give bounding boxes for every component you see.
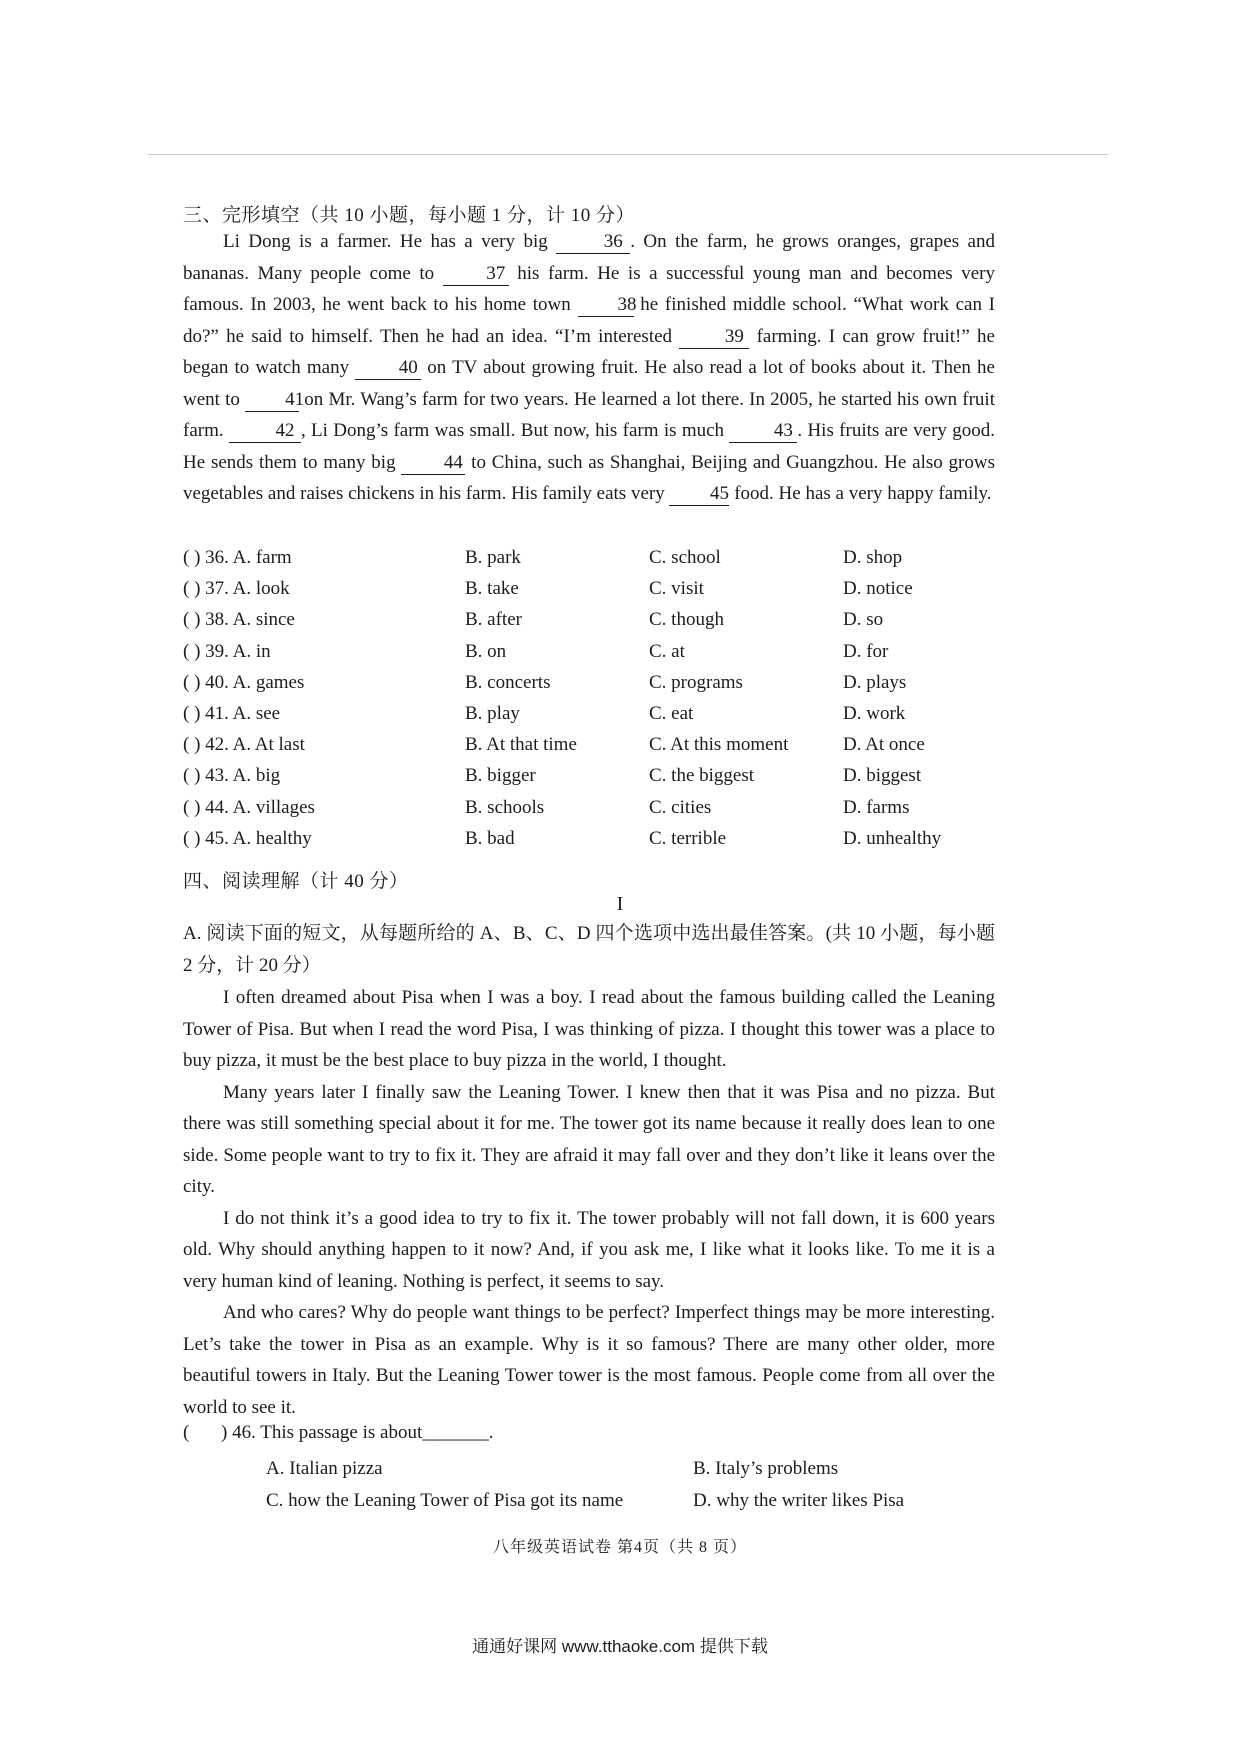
option-c: C. the biggest [649,765,755,787]
option-b: B. on [465,640,507,662]
top-rule [148,154,1108,155]
option-b: B. after [465,609,522,631]
option-d: D. biggest [843,765,922,787]
option-c: C. how the Leaning Tower of Pisa got its name [266,1490,624,1511]
section-3-heading: 三、完形填空（共 10 小题，每小题 1 分，计 10 分） [183,205,636,226]
answer-paren: ( [183,1422,190,1443]
blank-37: 37 [443,263,509,286]
cloze-passage: Li Dong is a farmer. He has a very big 36 . On the farm, he grows oranges, grapes and bananas. Many people come to 37 his farm. He is a successful young man and becomes very famous. In 2003, he went back to his home town 38 he finished middle school. “What work can I do?” he said to himself. Then he had an idea. “I’m interested 39 farming. I can grow fruit!” he began to watch many 40 on TV about growing fruit. He also read a lot of books about it. Then he went to 41 on Mr. Wang’s farm for two years. He learned a lot there. In 2005, he started his own fruit farm. 42 , Li Dong’s farm was small. But now, his farm is much 43 . His fruits are very good. He sends them to many big 44 to China, such as Shanghai, Beijing and Guangzhou. He also grows vegetables and raises chickens in his farm. His family eats very 45 food. He has a very happy family. [183,231,996,504]
blank-40: 40 [355,357,421,380]
option-row [183,828,1003,859]
option-row [183,703,1003,734]
option-row [183,734,1003,765]
question-stem: ( ) 45. A. healthy [183,827,312,849]
question-stem: ( ) 44. A. villages [183,796,315,818]
option-c: C. visit [649,578,704,600]
blank-45: 45 [669,483,729,506]
option-a: A. Italian pizza [266,1458,383,1479]
blank-43: 43 [729,420,797,443]
option-d: D. notice [843,578,913,600]
section-4-heading: 四、阅读理解（计 40 分） [183,871,409,892]
cloze-options [183,547,1003,859]
option-row [183,672,1003,703]
option-row [183,797,1003,828]
option-b: B. Italy’s problems [693,1458,839,1479]
option-c: C. terrible [649,827,727,849]
option-b: B. bad [465,827,515,849]
passage-paragraph: Many years later I finally saw the Leaning Tower. I knew then that it was Pisa and no pizza. But there was still something special about it for me. The tower got its name because it really does lean to one side. Some people want to try to fix it. They are afraid it may fall over and they don’t like it leans over the city. [183,1081,995,1197]
option-d: D. work [843,702,906,724]
option-c: C. programs [649,671,743,693]
reading-instruction: A. 阅读下面的短文，从每题所给的 A、B、C、D 四个选项中选出最佳答案。(共 10 小题，每小题 2 分，计 20 分） [183,923,995,976]
download-watermark: 通通好课网 www.tthaoke.com 提供下载 [472,1637,768,1656]
option-d: D. why the writer likes Pisa [693,1490,905,1511]
option-b: B. take [465,578,519,600]
part-roman-numeral: I [616,893,624,915]
option-b: B. bigger [465,765,536,787]
question-stem: ( ) 41. A. see [183,702,281,724]
option-d: D. for [843,640,889,662]
option-c: C. though [649,609,724,631]
option-d: D. farms [843,796,910,818]
option-b: B. concerts [465,671,551,693]
option-row [183,765,1003,796]
question-stem: ( ) 38. A. since [183,609,295,631]
reading-passage [183,982,995,1423]
question-stem: ( ) 40. A. games [183,671,305,693]
option-d: D. At once [843,734,925,756]
option-c: C. at [649,640,685,662]
blank-42: 42 [229,420,301,443]
option-row [183,641,1003,672]
passage-paragraph: I do not think it’s a good idea to try to fix it. The tower probably will not fall down, it is 600 years old. Why should anything happen to it now? And, if you ask me, I like what it looks like. To me it is a very human kind of leaning. Nothing is perfect, it seems to say. [183,1207,995,1292]
blank-44: 44 [401,452,465,475]
option-b: B. schools [465,796,545,818]
option-c: C. eat [649,702,694,724]
passage-paragraph: And who cares? Why do people want things to be perfect? Imperfect things may be more interesting. Let’s take the tower in Pisa as an example. Why is it so famous? There are many other older, more beautiful towers in Italy. But the Leaning Tower tower is the most famous. People come from all over the world to see it. [183,1302,995,1418]
question-stem: ( ) 36. A. farm [183,547,292,568]
page-footer: 八年级英语试卷 第4页（共 8 页） [492,1539,747,1556]
question-stem: ( ) 39. A. in [183,640,271,662]
blank-41: 41 [245,389,299,412]
question-stem: ( ) 37. A. look [183,578,290,600]
option-b: B. play [465,702,520,724]
option-row [183,609,1003,640]
option-d: D. unhealthy [843,827,942,849]
blank-39: 39 [679,326,749,349]
question-stem: ) 46. This passage is about_______. [221,1422,494,1443]
option-c: C. cities [649,796,712,818]
question-46 [183,1422,995,1511]
question-stem: ( ) 42. A. At last [183,734,305,756]
option-d: D. so [843,609,884,631]
option-c: C. school [649,547,721,568]
option-row [183,547,1003,578]
option-d: D. plays [843,671,907,693]
option-b: B. At that time [465,734,577,756]
option-b: B. park [465,547,521,568]
option-c: C. At this moment [649,734,789,756]
blank-36: 36 [556,231,630,254]
passage-paragraph: I often dreamed about Pisa when I was a boy. I read about the famous building called the Leaning Tower of Pisa. But when I read the word Pisa, I was thinking of pizza. I thought this tower was a place to buy pizza, it must be the best place to buy pizza in the world, I thought. [183,987,995,1071]
option-row [183,578,1003,609]
blank-38: 38 [578,294,634,317]
question-stem: ( ) 43. A. big [183,765,281,787]
option-d: D. shop [843,547,903,568]
